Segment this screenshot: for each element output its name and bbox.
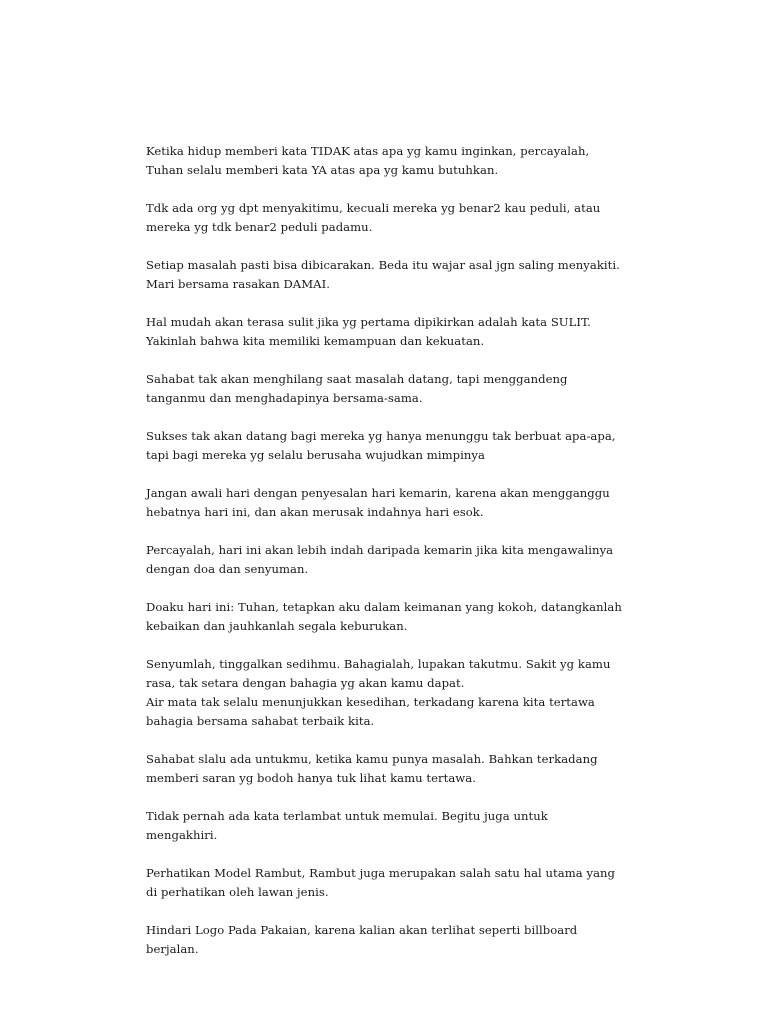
text-line: dengan doa dan senyuman. [146,562,309,576]
paragraph [146,313,676,351]
text-line: berjalan. [146,942,199,956]
paragraph [146,921,676,959]
paragraph [146,864,676,902]
paragraph [146,484,676,522]
text-line: bahagia bersama sahabat terbaik kita. [146,714,375,728]
document-body [146,142,676,978]
text-line: memberi saran yg bodoh hanya tuk lihat kamu tertawa. [146,771,476,785]
text-line: Yakinlah bahwa kita memiliki kemampuan dan kekuatan. [146,334,485,348]
text-line: Tuhan selalu memberi kata YA atas apa yg kamu butuhkan. [146,163,499,177]
text-line: Jangan awali hari dengan penyesalan hari kemarin, karena akan mengganggu [146,486,610,500]
paragraph [146,807,676,845]
text-line: mengakhiri. [146,828,218,842]
text-line: Tdk ada org yg dpt menyakitimu, kecuali mereka yg benar2 kau peduli, atau [146,201,601,215]
text-line: Perhatikan Model Rambut, Rambut juga merupakan salah satu hal utama yang [146,866,616,880]
text-line: Tidak pernah ada kata terlambat untuk memulai. Begitu juga untuk [146,809,548,823]
text-line: Ketika hidup memberi kata TIDAK atas apa yg kamu inginkan, percayalah, [146,144,590,158]
paragraph [146,655,676,731]
text-line: tanganmu dan menghadapinya bersama-sama. [146,391,423,405]
paragraph [146,256,676,294]
text-line: rasa, tak setara dengan bahagia yg akan kamu dapat. [146,676,465,690]
text-line: Senyumlah, tinggalkan sedihmu. Bahagialah, lupakan takutmu. Sakit yg kamu [146,657,611,671]
text-line: mereka yg tdk benar2 peduli padamu. [146,220,373,234]
paragraph [146,598,676,636]
text-line: Hindari Logo Pada Pakaian, karena kalian akan terlihat seperti billboard [146,923,578,937]
text-line: Mari bersama rasakan DAMAI. [146,277,330,291]
paragraph [146,370,676,408]
paragraph [146,427,676,465]
text-line: tapi bagi mereka yg selalu berusaha wujudkan mimpinya [146,448,485,462]
text-line: Setiap masalah pasti bisa dibicarakan. Beda itu wajar asal jgn saling menyakiti. [146,258,620,272]
text-line: Sahabat slalu ada untukmu, ketika kamu punya masalah. Bahkan terkadang [146,752,598,766]
text-line: Sahabat tak akan menghilang saat masalah datang, tapi menggandeng [146,372,568,386]
text-line: Percayalah, hari ini akan lebih indah daripada kemarin jika kita mengawalinya [146,543,614,557]
text-line: Air mata tak selalu menunjukkan kesedihan, terkadang karena kita tertawa [146,695,595,709]
paragraph [146,750,676,788]
paragraph [146,541,676,579]
text-line: di perhatikan oleh lawan jenis. [146,885,329,899]
text-line: Hal mudah akan terasa sulit jika yg pertama dipikirkan adalah kata SULIT. [146,315,591,329]
text-line: kebaikan dan jauhkanlah segala keburukan. [146,619,408,633]
paragraph [146,199,676,237]
text-line: hebatnya hari ini, dan akan merusak indahnya hari esok. [146,505,484,519]
paragraph [146,142,676,180]
text-line: Sukses tak akan datang bagi mereka yg hanya menunggu tak berbuat apa-apa, [146,429,616,443]
text-line: Doaku hari ini: Tuhan, tetapkan aku dalam keimanan yang kokoh, datangkanlah [146,600,622,614]
